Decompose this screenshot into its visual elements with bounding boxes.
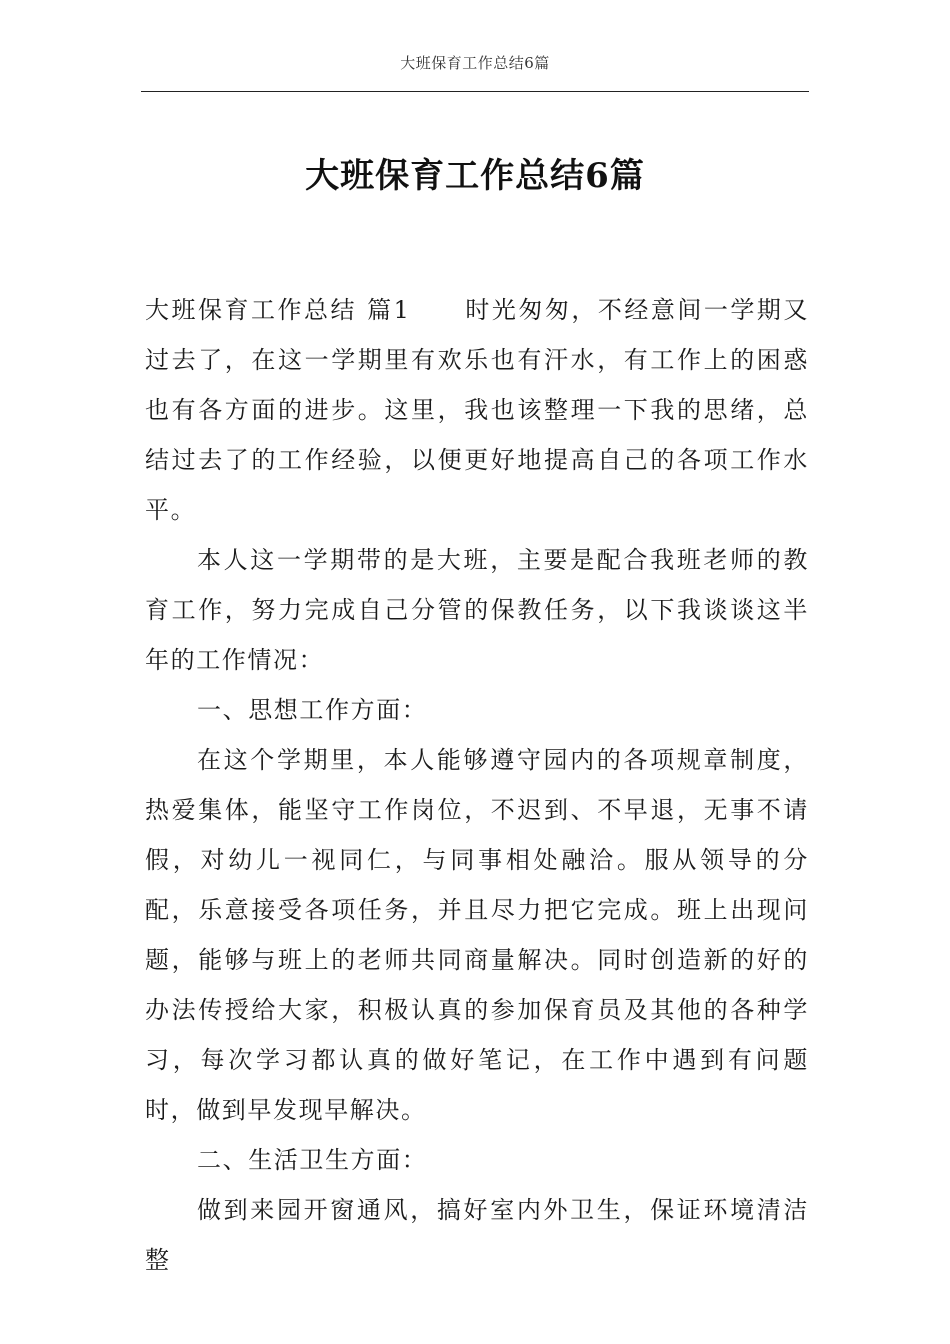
header-divider — [141, 91, 809, 92]
paragraph-text: 时光匆匆，不经意间一学期又过去了，在这一学期里有欢乐也有汗水，有工作上的困惑也有各方面的进步。这里，我也该整理一下我的思绪，总结过去了的工作经验，以便更好地提高自己的各项工作水平。 — [145, 296, 809, 524]
page-title: 大班保育工作总结6篇 — [305, 156, 645, 196]
section-lead-label: 大班保育工作总结 篇1 — [145, 296, 411, 324]
paragraph: 在这个学期里，本人能够遵守园内的各项规章制度，热爱集体，能坚守工作岗位，不迟到、不早退，无事不请假，对幼儿一视同仁，与同事相处融洽。服从领导的分配，乐意接受各项任务，并且尽力把它完成。班上出现问题，能够与班上的老师共同商量解决。同时创造新的好的办法传授给大家，积极认真的参加保育员及其他的各种学习，每次学习都认真的做好笔记，在工作中遇到有问题时，做到早发现早解决。 — [145, 746, 809, 1124]
section-heading: 二、生活卫生方面： — [197, 1146, 428, 1174]
paragraph: 做到来园开窗通风，搞好室内外卫生，保证环境清洁整 — [145, 1196, 809, 1274]
running-header: 大班保育工作总结6篇 — [400, 54, 550, 72]
paragraph: 本人这一学期带的是大班，主要是配合我班老师的教育工作，努力完成自己分管的保教任务，以下我谈谈这半年的工作情况： — [145, 546, 809, 674]
section-heading: 一、思想工作方面： — [197, 696, 428, 724]
paragraph-intro — [145, 285, 809, 535]
document-body — [145, 285, 809, 1285]
